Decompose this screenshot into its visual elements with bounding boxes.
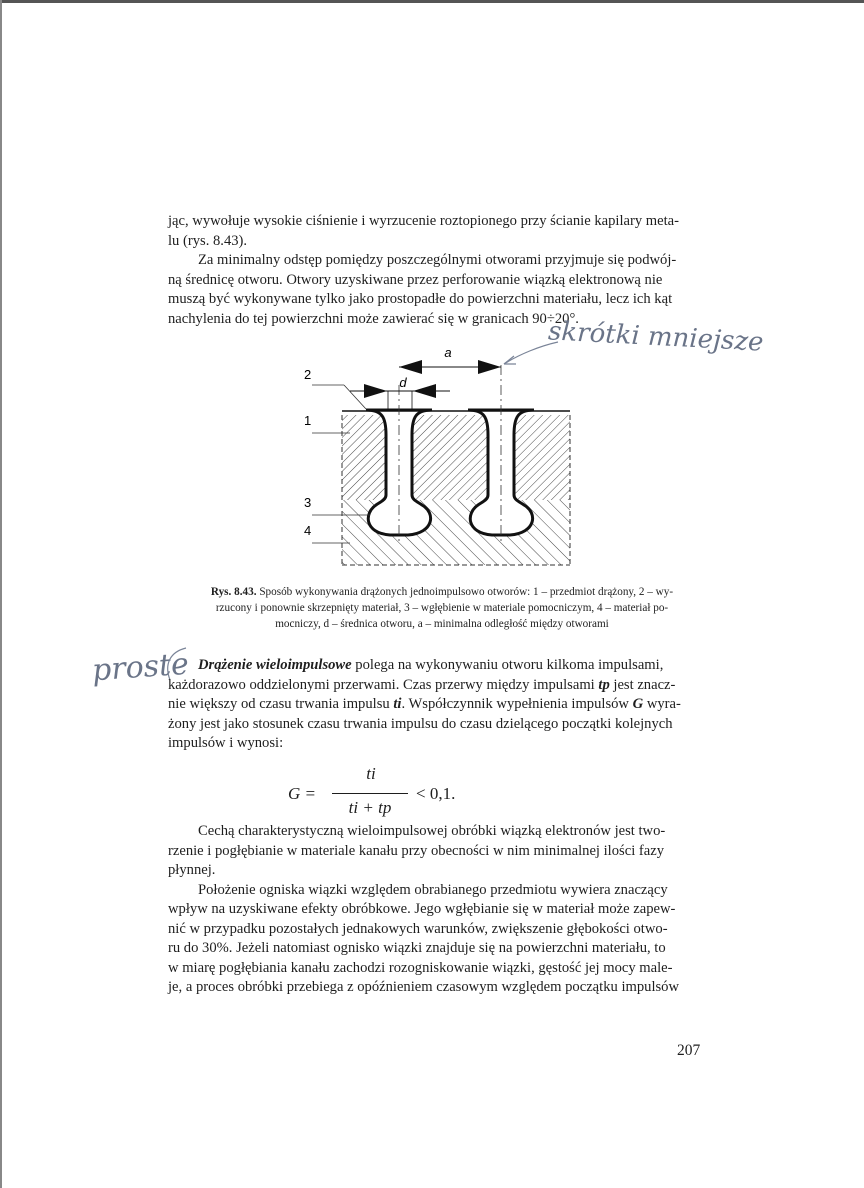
text-line: w miarę pogłębiania kanału zachodzi rozogniskowanie wiązki, gęstość jej mocy male- — [168, 959, 673, 976]
text-line: je, a proces obróbki przebiega z opóźnieniem czasowym względem początku impulsów — [168, 979, 680, 995]
symbol-tp: tp — [598, 676, 610, 693]
figure-caption — [168, 584, 716, 632]
text-line: nachylenia do tej powierzchni może zawierać się w granicach 90÷20°. — [168, 310, 579, 327]
formula-lhs: G = — [288, 784, 316, 803]
text-line: . Współczynnik wypełnienia impulsów — [401, 696, 629, 712]
workpiece — [342, 415, 570, 500]
symbol-G: G — [632, 696, 644, 712]
page-number: 207 — [677, 1042, 701, 1059]
text-line: nić w przypadku pozostałych jednakowych warunków, zwiększenie głębokości otwo- — [168, 920, 668, 937]
label-2: 2 — [304, 367, 312, 382]
page-top-edge — [0, 0, 864, 3]
formula-denominator: ti + tp — [348, 798, 392, 817]
text-line: polega na wykonywaniu otworu kilkoma impulsami, — [351, 657, 664, 673]
text-line: rzenie i pogłębianie w materiale kanału przy obecności w nim minimalnej ilości fazy — [168, 842, 665, 859]
text-line: żony jest jako stosunek czasu trwania impulsu do czasu dzielącego początki kolejnych — [168, 715, 673, 732]
formula-rhs: < 0,1. — [416, 784, 456, 803]
text-line: Cechą charakterystyczną wieloimpulsowej obróbki wiązką elektronów jest two- — [198, 823, 666, 839]
label-4: 4 — [304, 523, 312, 538]
text-line: muszą być wykonywane tylko jako prostopadłe do powierzchni materiału, lecz ich kąt — [168, 291, 673, 307]
text-line: wpływ na uzyskiwane efekty obróbkowe. Jego wgłębianie się w materiał może zapew- — [168, 901, 676, 917]
text-line: impulsów i wynosi: — [168, 735, 284, 751]
label-3: 3 — [304, 495, 312, 510]
text-line: lu (rys. 8.43). — [168, 232, 248, 249]
text-line: Położenie ogniska wiązki względem obrabianego przedmiotu wywiera znaczący — [198, 881, 668, 898]
text-line: Za minimalny odstęp pomiędzy poszczególnymi otworami przyjmuje się podwój- — [198, 252, 677, 268]
formula — [288, 764, 508, 824]
label-a: a — [444, 345, 452, 360]
text-line: ną średnicę otworu. Otwory uzyskiwane przez perforowanie wiązką elektronową nie — [168, 271, 663, 288]
caption-line: rzucony i ponownie skrzepnięty materiał, 3 – wgłębienie w materiale pomocniczym, 4 – materiał po- — [215, 602, 669, 614]
term-multipulse: Drążenie wieloimpulsowe — [198, 657, 352, 673]
caption-line: mocniczy, d – średnica otworu, a – minimalna odległość między otworami — [275, 618, 609, 630]
text-line: jest znacz- — [609, 676, 676, 693]
text-line: jąc, wywołuje wysokie ciśnienie i wyrzucenie roztopionego przy ścianie kapilary meta- — [168, 213, 680, 229]
text-line: nie większy od czasu trwania impulsu — [168, 696, 390, 712]
handwritten-note-left: proste — [90, 646, 190, 689]
label-1: 1 — [304, 413, 312, 428]
fraction-bar — [332, 793, 408, 794]
caption-number: Rys. 8.43. — [210, 586, 257, 598]
page-left-edge — [0, 0, 2, 1188]
label-d: d — [399, 375, 407, 390]
symbol-ti: ti — [393, 696, 402, 712]
text-line: każdorazowo oddzielonymi przerwami. Czas przerwy między impulsami — [168, 676, 595, 693]
text-line: wyra- — [643, 696, 681, 712]
figure-8-43 — [290, 345, 590, 580]
paragraph-block-top — [168, 212, 718, 329]
handwritten-note-right: skrótki mniejsze — [547, 316, 765, 358]
paragraph-block-middle — [168, 656, 718, 754]
text-line: ru do 30%. Jeżeli natomiast ognisko wiązki znajduje się na powierzchni materiału, to — [168, 940, 666, 956]
caption-line: Sposób wykonywania drążonych jednoimpulsowo otworów: 1 – przedmiot drążony, 2 – wy- — [256, 586, 674, 598]
formula-numerator: ti — [366, 764, 376, 783]
text-line: płynnej. — [168, 862, 216, 878]
paragraph-block-bottom — [168, 822, 718, 998]
